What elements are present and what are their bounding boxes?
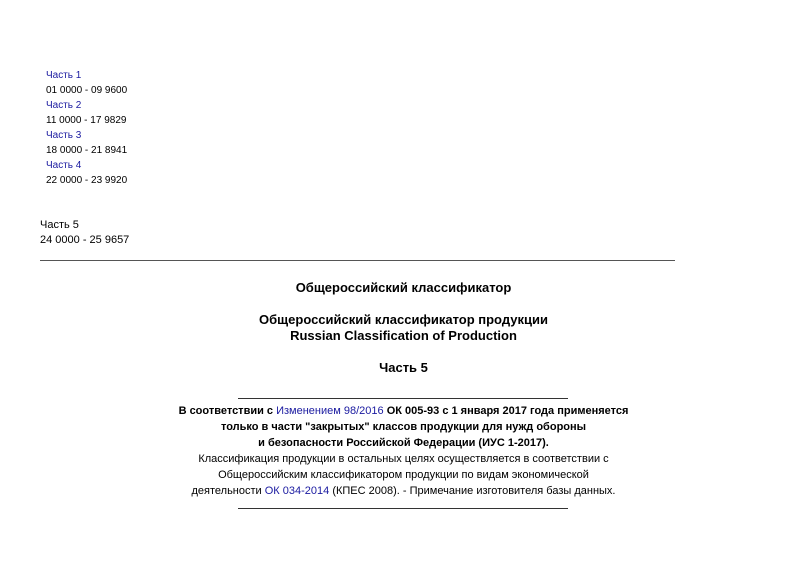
current-part-label: Часть 5 [40, 219, 79, 231]
notice-line-4: Классификация продукции в остальных целях осуществляется в соответствии с [198, 453, 609, 465]
notice-line-1 [0, 403, 807, 419]
notice-line-5: Общероссийским классификатором продукции по видам экономической [218, 469, 589, 481]
amendment-link[interactable]: Изменением 98/2016 [276, 405, 384, 417]
part-2-link[interactable]: Часть 2 [46, 100, 82, 111]
notice-line-1-post: ОК 005-93 с 1 января 2017 года применяется [383, 405, 629, 417]
doc-part-title: Часть 5 [379, 360, 428, 375]
notice-line-6-pre: деятельности [191, 485, 265, 497]
part-2-range: 11 0000 - 17 9829 [46, 115, 127, 126]
notice-line-6-post: (КПЕС 2008). - Примечание изготовителя базы данных. [329, 485, 616, 497]
doc-title-en: Russian Classification of Production [290, 328, 517, 343]
current-part-range: 24 0000 - 25 9657 [40, 234, 130, 246]
part-1-link[interactable]: Часть 1 [46, 70, 82, 81]
notice-line-3: и безопасности Российской Федерации (ИУС 1-2017). [258, 437, 549, 449]
notice-block [0, 403, 807, 499]
notice-line-1-pre: В соответствии с [178, 405, 277, 417]
part-1-range: 01 0000 - 09 9600 [46, 85, 128, 96]
part-4-link[interactable]: Часть 4 [46, 160, 82, 171]
okpd-link[interactable]: ОК 034-2014 [264, 485, 330, 497]
current-part [40, 218, 129, 248]
notice-top-rule [238, 398, 568, 399]
notice-bottom-rule [238, 508, 568, 509]
parts-nav [46, 68, 127, 188]
part-3-range: 18 0000 - 21 8941 [46, 145, 128, 156]
doc-heading: Общероссийский классификатор [295, 280, 512, 295]
notice-line-6 [0, 483, 807, 499]
part-3-link[interactable]: Часть 3 [46, 130, 82, 141]
divider [40, 260, 675, 261]
notice-line-2: только в части "закрытых" классов продукции для нужд обороны [220, 421, 587, 433]
doc-title-ru: Общероссийский классификатор продукции [259, 312, 548, 327]
part-4-range: 22 0000 - 23 9920 [46, 175, 128, 186]
